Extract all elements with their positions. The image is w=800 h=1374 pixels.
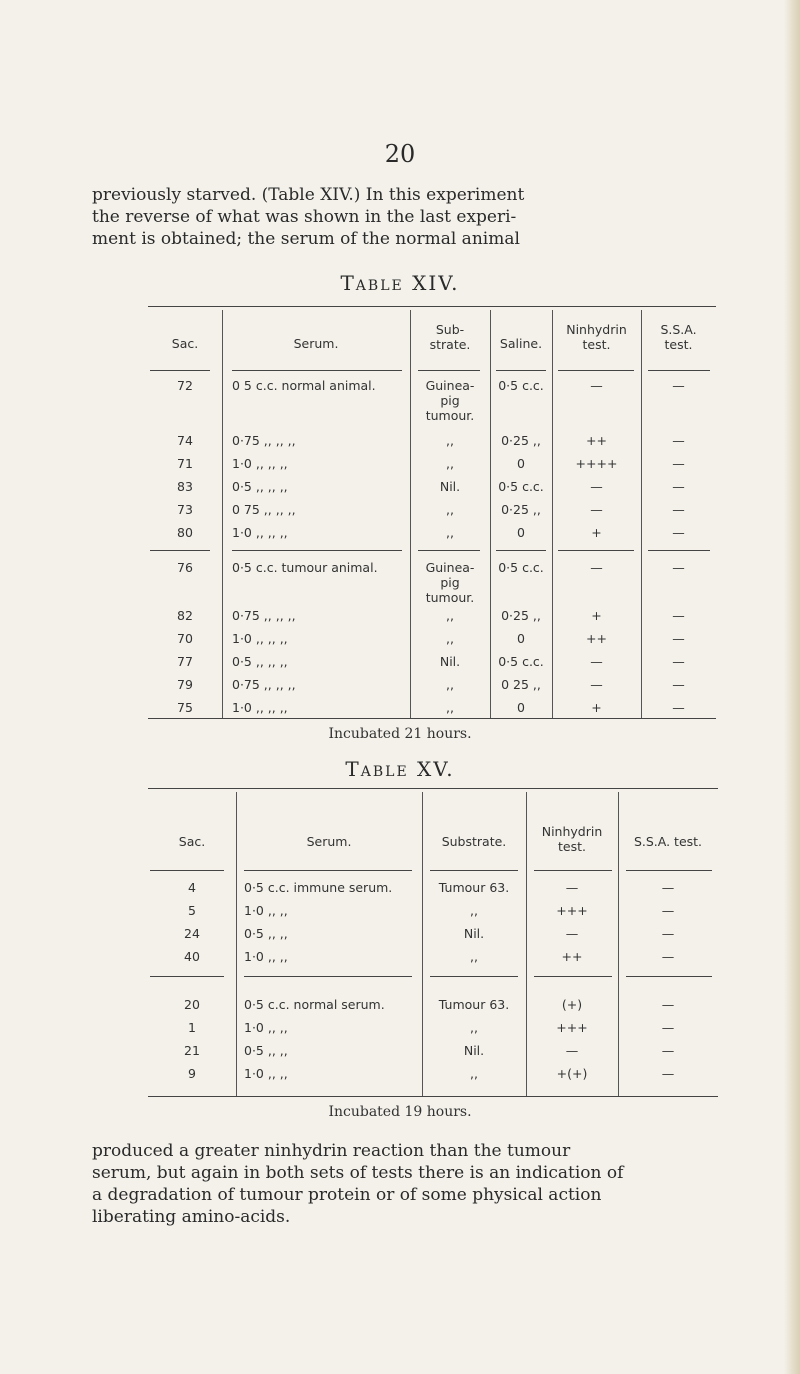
header-rule [150, 870, 224, 871]
header-sac: Sac. [178, 834, 206, 849]
table-xv-note: Incubated 19 hours. [328, 1104, 472, 1120]
group-rule [534, 976, 612, 977]
group-rule [558, 550, 634, 551]
table-xiv-note: Incubated 21 hours. [328, 726, 472, 742]
page-number: 20 [384, 140, 416, 168]
header-rule [430, 870, 518, 871]
header-saline: Saline. [499, 336, 543, 351]
page-edge-shadow [784, 0, 800, 1374]
header-rule [558, 370, 634, 371]
header-sac: Sac. [171, 336, 199, 351]
header-rule [626, 870, 712, 871]
group-rule [244, 976, 412, 977]
paragraph-line: liberating amino-acids. [92, 1207, 291, 1227]
paragraph-line: serum, but again in both sets of tests there is an indication of [92, 1163, 624, 1183]
header-ssa: S.S.A. test. [633, 834, 703, 849]
group-rule [626, 976, 712, 977]
table-bottom-rule [148, 1096, 718, 1097]
header-ssa: S.S.A. test. [660, 322, 697, 352]
header-ninhydrin: Ninhydrin test. [566, 322, 627, 352]
paragraph-conclusion [92, 1140, 712, 1228]
header-serum: Serum. [293, 336, 339, 351]
header-rule [496, 370, 546, 371]
header-rule [648, 370, 710, 371]
table-bottom-rule [148, 718, 716, 719]
table-xv-title: Table XV. [345, 757, 455, 781]
paragraph-line: a degradation of tumour protein or of some physical action [92, 1185, 602, 1205]
header-rule [232, 370, 402, 371]
table-xiv-title: Table XIV. [340, 271, 460, 295]
header-rule [244, 870, 412, 871]
header-rule [150, 370, 210, 371]
header-substrate: Sub- strate. [429, 322, 471, 352]
group-rule [648, 550, 710, 551]
table-top-rule [148, 788, 718, 789]
header-rule [534, 870, 612, 871]
paragraph-line: previously starved. (Table XIV.) In this experiment [92, 185, 525, 205]
header-ninhydrin: Ninhydrin test. [541, 824, 603, 854]
paragraph-line: ment is obtained; the serum of the normal animal [92, 229, 520, 249]
paragraph-line: the reverse of what was shown in the last experi- [92, 207, 517, 227]
paragraph-line: produced a greater ninhydrin reaction than the tumour [92, 1141, 571, 1161]
paragraph-intro [92, 184, 712, 250]
header-rule [418, 370, 480, 371]
group-rule [150, 976, 224, 977]
group-rule [418, 550, 480, 551]
group-rule [232, 550, 402, 551]
group-rule [430, 976, 518, 977]
group-rule [150, 550, 210, 551]
group-rule [496, 550, 546, 551]
table-top-rule [148, 306, 716, 307]
header-serum: Serum. [306, 834, 352, 849]
header-substrate: Substrate. [441, 834, 507, 849]
column-divider [222, 310, 223, 718]
